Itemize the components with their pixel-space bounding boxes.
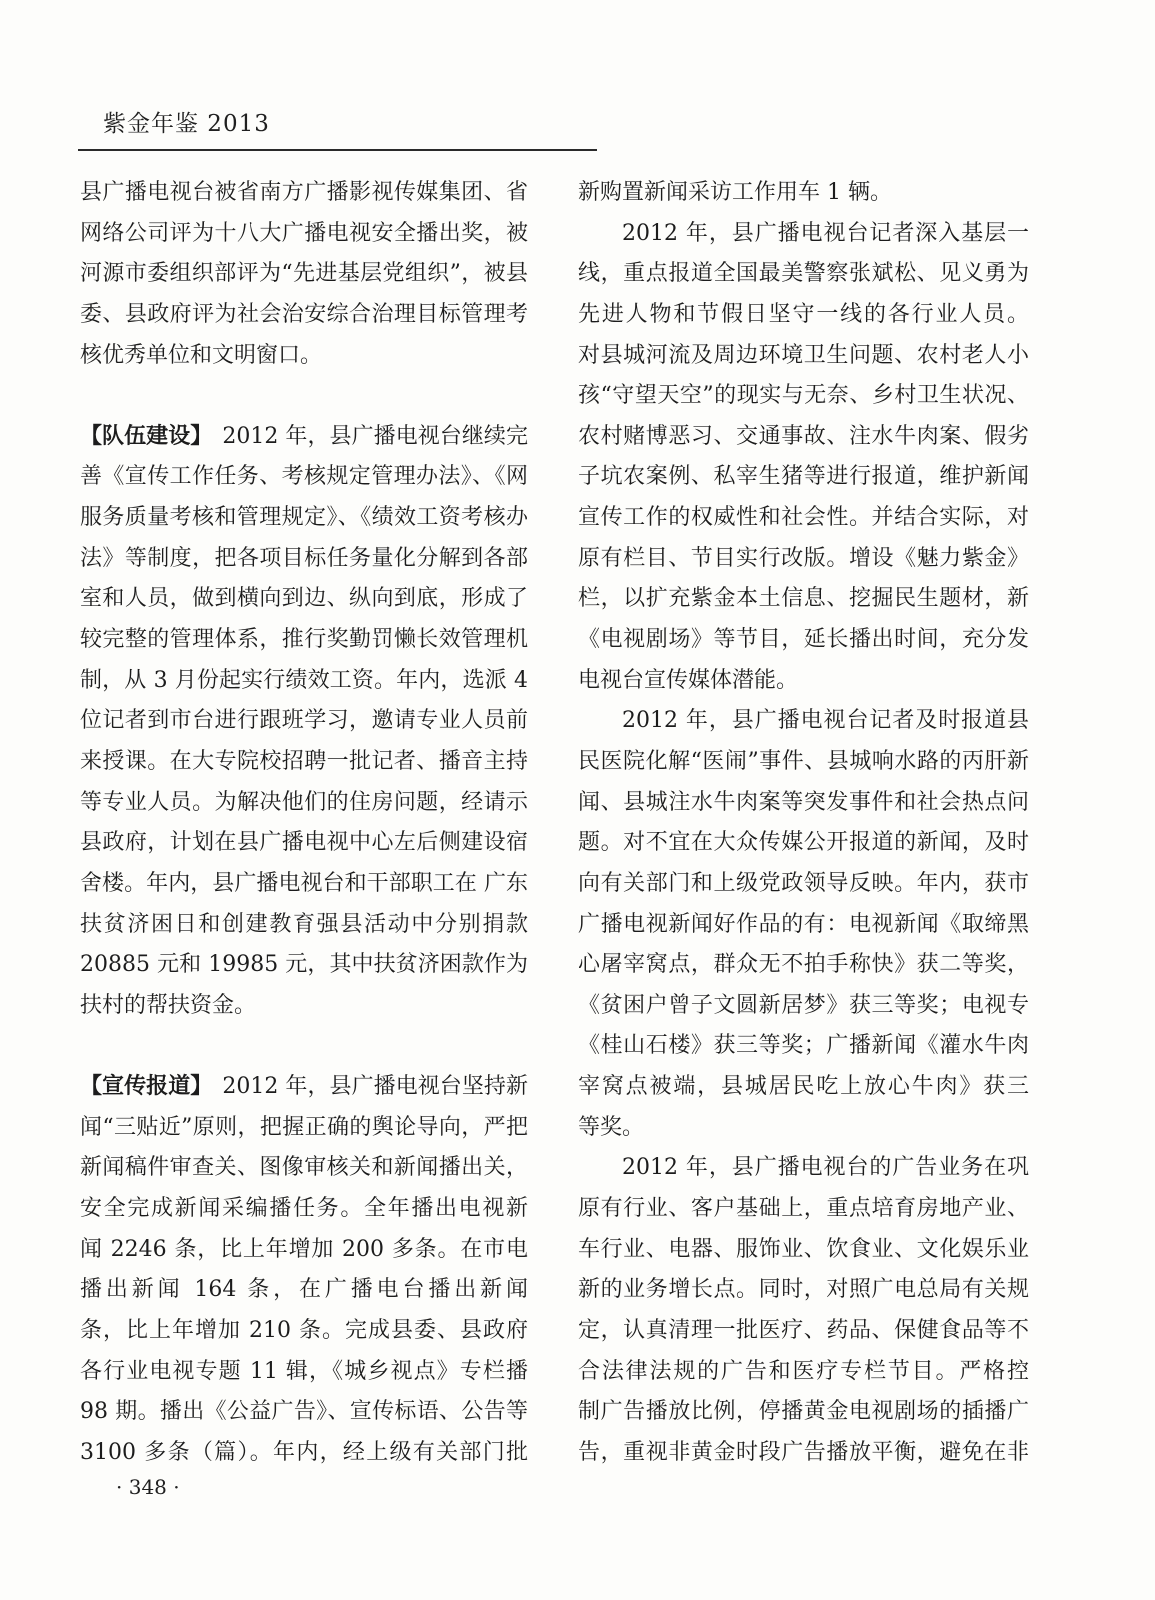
text-line: 闻“三贴近”原则，把握正确的舆论导向，严把 xyxy=(80,1114,528,1140)
text-line: 新闻稿件审查关、图像审核关和新闻播出关， xyxy=(80,1155,528,1181)
text-line: 新购置新闻采访工作用车 1 辆。 xyxy=(578,180,892,205)
paragraph xyxy=(578,214,1029,702)
header-rule xyxy=(78,149,597,151)
text-line: 子坑农案例、私宰生猪等进行报道，维护新闻 xyxy=(578,464,1029,490)
text-line: 制，从 3 月份起实行绩效工资。年内，选派 4 xyxy=(80,667,528,693)
text-line: 网络公司评为十八大广播电视安全播出奖，被 xyxy=(80,220,528,246)
left-column xyxy=(80,173,528,1474)
text-line: 扶村的帮扶资金。 xyxy=(80,992,257,1018)
text-line: 新的业务增长点。同时，对照广电总局有关规 xyxy=(578,1277,1029,1303)
text-line: 委、县政府评为社会治安综合治理目标管理考 xyxy=(80,301,528,327)
text-line: 舍楼。年内，县广播电视台和干部职工在 广东 xyxy=(80,870,528,896)
text-line: 制广告播放比例，停播黄金电视剧场的插播广 xyxy=(578,1399,1029,1425)
text-line: 《桂山石楼》获三等奖；广播新闻《灌水牛肉 xyxy=(578,1033,1029,1059)
text-line: 来授课。在大专院校招聘一批记者、播音主持 xyxy=(80,748,528,774)
text-line: 2012 年，县广播电视台记者深入基层一 xyxy=(622,220,1029,246)
text-line: 较完整的管理体系，推行奖勤罚懒长效管理机 xyxy=(80,627,528,653)
text-line: 对县城河流及周边环境卫生问题、农村老人小 xyxy=(578,342,1029,368)
text-line: 广播电视新闻好作品的有：电视新闻《取缔黑 xyxy=(578,911,1029,937)
paragraph xyxy=(578,1148,1029,1473)
text-line: 向有关部门和上级党政领导反映。年内，获市 xyxy=(578,870,1029,896)
section-heading: 【宣传报道】 xyxy=(80,1074,213,1100)
text-line: 3100 多条（篇）。年内，经上级有关部门批 xyxy=(80,1439,528,1465)
text-line: 条，比上年增加 210 条。完成县委、县政府 xyxy=(80,1317,528,1343)
text-line: 孩“守望天空”的现实与无奈、乡村卫生状况、 xyxy=(578,383,1029,409)
text-line: 等专业人员。为解决他们的住房问题，经请示 xyxy=(80,789,528,815)
right-column xyxy=(578,173,1029,1474)
text-line: 扶贫济困日和创建教育强县活动中分别捐款 xyxy=(80,911,528,937)
text-line: 栏，以扩充紫金本土信息、挖掘民生题材，新 xyxy=(578,586,1029,612)
text-line: 合法律法规的广告和医疗专栏节目。严格控 xyxy=(578,1358,1029,1384)
text-line: 先进人物和节假日坚守一线的各行业人员。 xyxy=(578,301,1029,327)
text-line: 线，重点报道全国最美警察张斌松、见义勇为 xyxy=(578,261,1029,287)
paragraph-gap xyxy=(80,376,528,417)
text-line: 室和人员，做到横向到边、纵向到底，形成了 xyxy=(80,586,528,612)
text-line: 车行业、电器、服饰业、饮食业、文化娱乐业 xyxy=(578,1236,1029,1262)
text-line: 定，认真清理一批医疗、药品、保健食品等不 xyxy=(578,1317,1029,1343)
text-line xyxy=(80,1067,528,1108)
text-line: 《贫困户曾子文圆新居梦》获三等奖；电视专 xyxy=(578,992,1029,1018)
text-line: 核优秀单位和文明窗口。 xyxy=(80,342,323,368)
paragraph xyxy=(80,1067,528,1473)
line-text: 2012 年，县广播电视台坚持新 xyxy=(222,1074,528,1100)
text-line: 河源市委组织部评为“先进基层党组织”，被县 xyxy=(80,261,528,287)
text-line: 2012 年，县广播电视台的广告业务在巩 xyxy=(622,1155,1029,1181)
paragraph xyxy=(80,417,528,1027)
text-line: 20885 元和 19985 元，其中扶贫济困款作为 xyxy=(80,952,528,978)
text-line: 等奖。 xyxy=(578,1114,645,1140)
text-line: 宣传工作的权威性和社会性。并结合实际，对 xyxy=(578,505,1029,531)
text-line: 告，重视非黄金时段广告播放平衡，避免在非 xyxy=(578,1439,1029,1465)
text-line: 县广播电视台被省南方广播影视传媒集团、省 xyxy=(80,180,528,205)
text-line: 善《宣传工作任务、考核规定管理办法》、《网 xyxy=(80,464,528,490)
paragraph xyxy=(578,173,1029,214)
paragraph xyxy=(80,173,528,376)
text-line: 各行业电视专题 11 辑，《城乡视点》专栏播 xyxy=(80,1358,528,1384)
text-line: 位记者到市台进行跟班学习，邀请专业人员前 xyxy=(80,708,528,734)
text-line: 安全完成新闻采编播任务。全年播出电视新 xyxy=(80,1196,528,1222)
running-header: 紫金年鉴 2013 xyxy=(103,111,270,137)
text-line: 农村赌博恶习、交通事故、注水牛肉案、假劣 xyxy=(578,423,1029,449)
text-line: 电视台宣传媒体潜能。 xyxy=(578,667,799,693)
line-text: 2012 年，县广播电视台继续完 xyxy=(222,423,528,449)
paragraph-gap xyxy=(80,1026,528,1067)
text-line: 题。对不宜在大众传媒公开报道的新闻，及时 xyxy=(578,830,1029,856)
text-line xyxy=(80,417,528,458)
text-line: 98 期。播出《公益广告》、宣传标语、公告等 xyxy=(80,1399,528,1425)
text-line: 2012 年，县广播电视台记者及时报道县 xyxy=(622,708,1029,734)
section-heading: 【队伍建设】 xyxy=(80,423,213,449)
page-number: · 348 · xyxy=(116,1475,180,1499)
text-line: 播出新闻 164 条，在广播电台播出新闻 xyxy=(80,1277,528,1303)
text-line: 原有栏目、节目实行改版。增设《魅力紫金》 xyxy=(578,545,1029,571)
text-line: 县政府，计划在县广播电视中心左后侧建设宿 xyxy=(80,830,528,856)
text-line: 《电视剧场》等节目，延长播出时间，充分发 xyxy=(578,627,1029,653)
text-line: 原有行业、客户基础上，重点培育房地产业、 xyxy=(578,1196,1029,1222)
text-line: 宰窝点被端，县城居民吃上放心牛肉》获三 xyxy=(578,1074,1029,1100)
text-line: 闻 2246 条，比上年增加 200 多条。在市电 xyxy=(80,1236,528,1262)
text-line: 民医院化解“医闹”事件、县城响水路的丙肝新 xyxy=(578,748,1029,774)
text-line: 法》等制度，把各项目标任务量化分解到各部 xyxy=(80,545,528,571)
text-line: 服务质量考核和管理规定》、《绩效工资考核办 xyxy=(80,505,528,531)
text-line: 心屠宰窝点，群众无不拍手称快》获二等奖， xyxy=(578,952,1029,978)
text-line: 闻、县城注水牛肉案等突发事件和社会热点问 xyxy=(578,789,1029,815)
paragraph xyxy=(578,701,1029,1148)
